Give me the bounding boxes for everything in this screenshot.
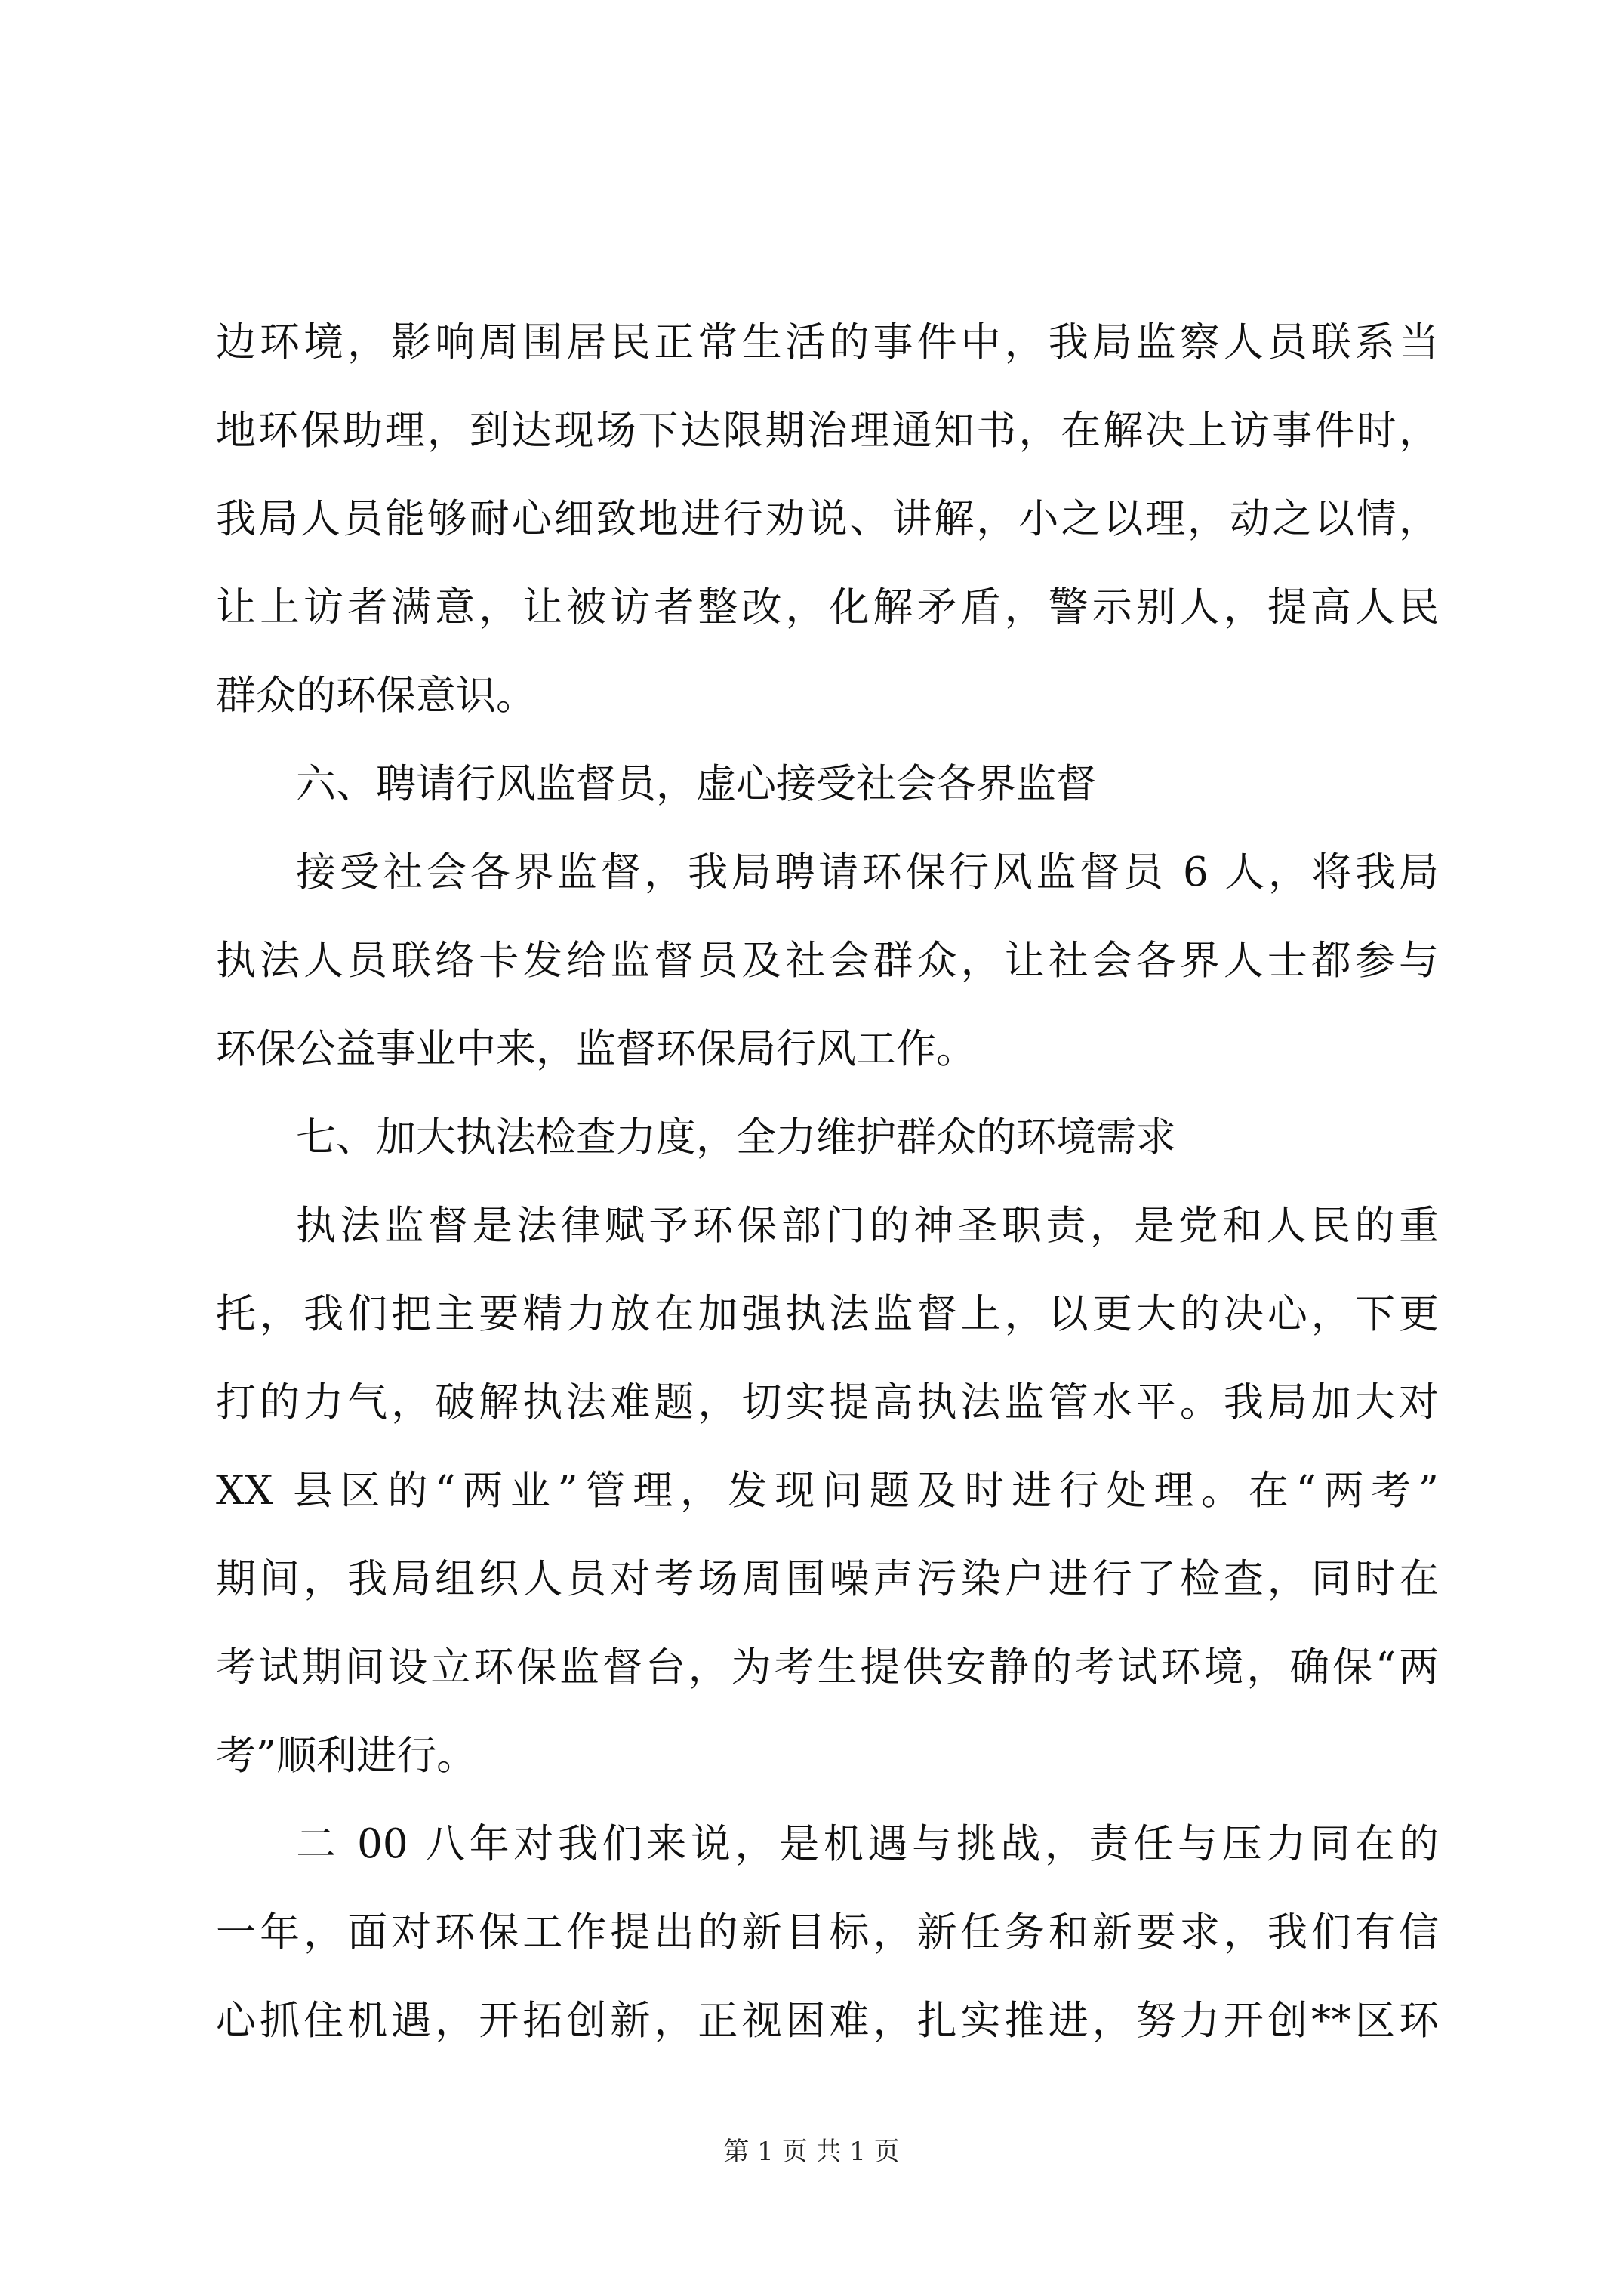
paragraph-line: XX 县区的“两业”管理，发现问题及时进行处理。在“两考” (216, 1468, 1439, 1514)
paragraph-line: 二 00 八年对我们来说，是机遇与挑战，责任与压力同在的 (296, 1821, 1439, 1867)
paragraph-line: 托，我们把主要精力放在加强执法监督上，以更大的决心，下更 (216, 1291, 1439, 1337)
body-text (216, 298, 1439, 2065)
paragraph-line: 期间，我局组织人员对考场周围噪声污染户进行了检查，同时在 (216, 1556, 1439, 1602)
paragraph-line: 打的力气，破解执法难题，切实提高执法监管水平。我局加大对 (216, 1379, 1439, 1425)
paragraph-line: 地环保助理，到达现场下达限期治理通知书，在解决上访事件时， (216, 408, 1439, 454)
section-heading: 六、聘请行风监督员，虚心接受社会各界监督 (296, 761, 1096, 807)
paragraph-line: 执法人员联络卡发给监督员及社会群众，让社会各界人士都参与 (216, 938, 1439, 984)
paragraph-line: 群众的环保意识。 (216, 673, 536, 719)
page-footer: 第 1 页 共 1 页 (723, 2137, 900, 2167)
paragraph-line: 执法监督是法律赋予环保部门的神圣职责，是党和人民的重 (296, 1203, 1439, 1249)
paragraph-line: 接受社会各界监督，我局聘请环保行风监督员 6 人，将我局 (296, 849, 1439, 895)
paragraph-line: 心抓住机遇，开拓创新，正视困难，扎实推进，努力开创**区环 (216, 1998, 1439, 2044)
section-heading: 七、加大执法检查力度，全力维护群众的环境需求 (296, 1114, 1176, 1160)
paragraph-line: 我局人员能够耐心细致地进行劝说、讲解，小之以理，动之以情， (216, 496, 1439, 542)
paragraph-line: 考”顺利进行。 (216, 1733, 477, 1779)
paragraph-line: 一年，面对环保工作提出的新目标，新任务和新要求，我们有信 (216, 1909, 1439, 1955)
paragraph-line: 考试期间设立环保监督台，为考生提供安静的考试环境，确保“两 (216, 1644, 1439, 1690)
paragraph-line: 边环境，影响周围居民正常生活的事件中，我局监察人员联系当 (216, 319, 1439, 365)
paragraph-line: 让上访者满意，让被访者整改，化解矛盾，警示别人，提高人民 (216, 584, 1439, 630)
paragraph-line: 环保公益事业中来，监督环保局行风工作。 (216, 1026, 976, 1072)
